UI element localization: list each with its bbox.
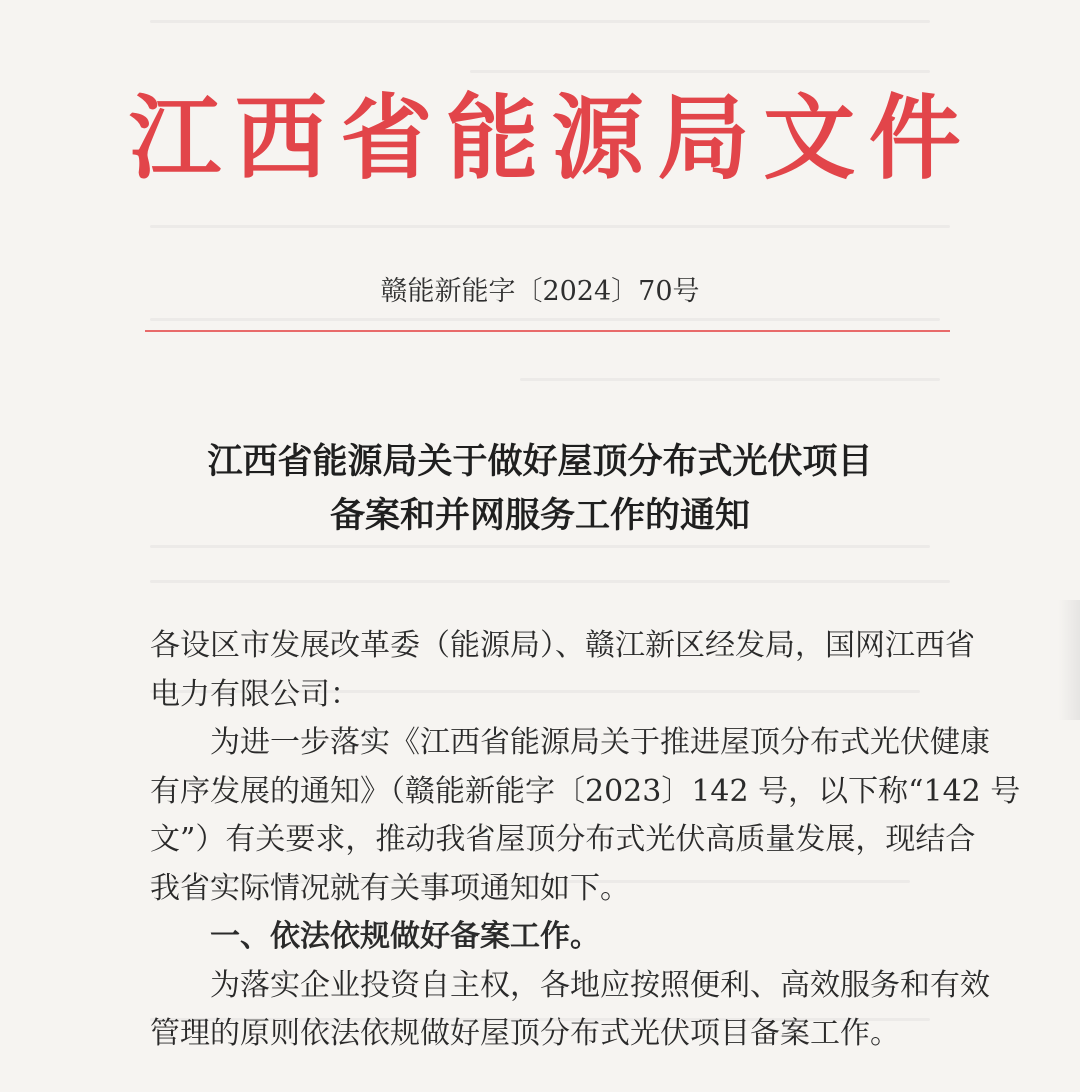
title-line-1: 江西省能源局关于做好屋顶分布式光伏项目 [207, 441, 873, 482]
paper-bleed-mark [150, 20, 930, 23]
paragraph-1-line-3: 文”）有关要求，推动我省屋顶分布式光伏高质量发展，现结合 [150, 822, 976, 857]
section-1-heading: 一、依法依规做好备案工作。 [210, 919, 600, 954]
header-char: 源 [551, 84, 644, 192]
document-header-title [125, 84, 965, 192]
paper-bleed-mark [520, 378, 940, 381]
paragraph-2-line-2: 管理的原则依法依规做好屋顶分布式光伏项目备案工作。 [150, 1016, 900, 1051]
header-char: 江 [128, 84, 221, 192]
paragraph-1-line-1: 为进一步落实《江西省能源局关于推进屋顶分布式光伏健康 [210, 725, 990, 760]
title-line-2: 备案和并网服务工作的通知 [329, 495, 750, 536]
document-body [150, 622, 1021, 1059]
paper-bleed-mark [150, 580, 950, 583]
header-char: 能 [446, 84, 539, 192]
header-char: 文 [763, 84, 856, 192]
addressee-line-2: 电力有限公司： [150, 676, 360, 712]
paragraph-1-line-2: 有序发展的通知》（赣能新能字〔2023〕142 号，以下称“142 号 [150, 773, 1021, 809]
header-char: 件 [868, 84, 961, 192]
header-char: 省 [340, 84, 433, 192]
paper-bleed-mark [150, 545, 930, 548]
paragraph-2-line-1: 为落实企业投资自主权，各地应按照便利、高效服务和有效 [210, 967, 990, 1003]
paper-bleed-mark [150, 225, 950, 228]
paper-bleed-mark [150, 318, 940, 321]
paragraph-1-line-4: 我省实际情况就有关事项通知如下。 [150, 870, 630, 906]
header-char: 局 [657, 84, 750, 192]
addressee-line-1: 各设区市发展改革委（能源局）、赣江新区经发局，国网江西省 [150, 628, 975, 663]
document-number: 赣能新能字〔2024〕70号 [380, 276, 700, 307]
red-separator-line [145, 330, 950, 332]
header-char: 西 [234, 84, 327, 192]
paper-bleed-mark [470, 70, 930, 73]
document-title [0, 435, 1080, 543]
page-edge-shadow [1058, 600, 1080, 720]
